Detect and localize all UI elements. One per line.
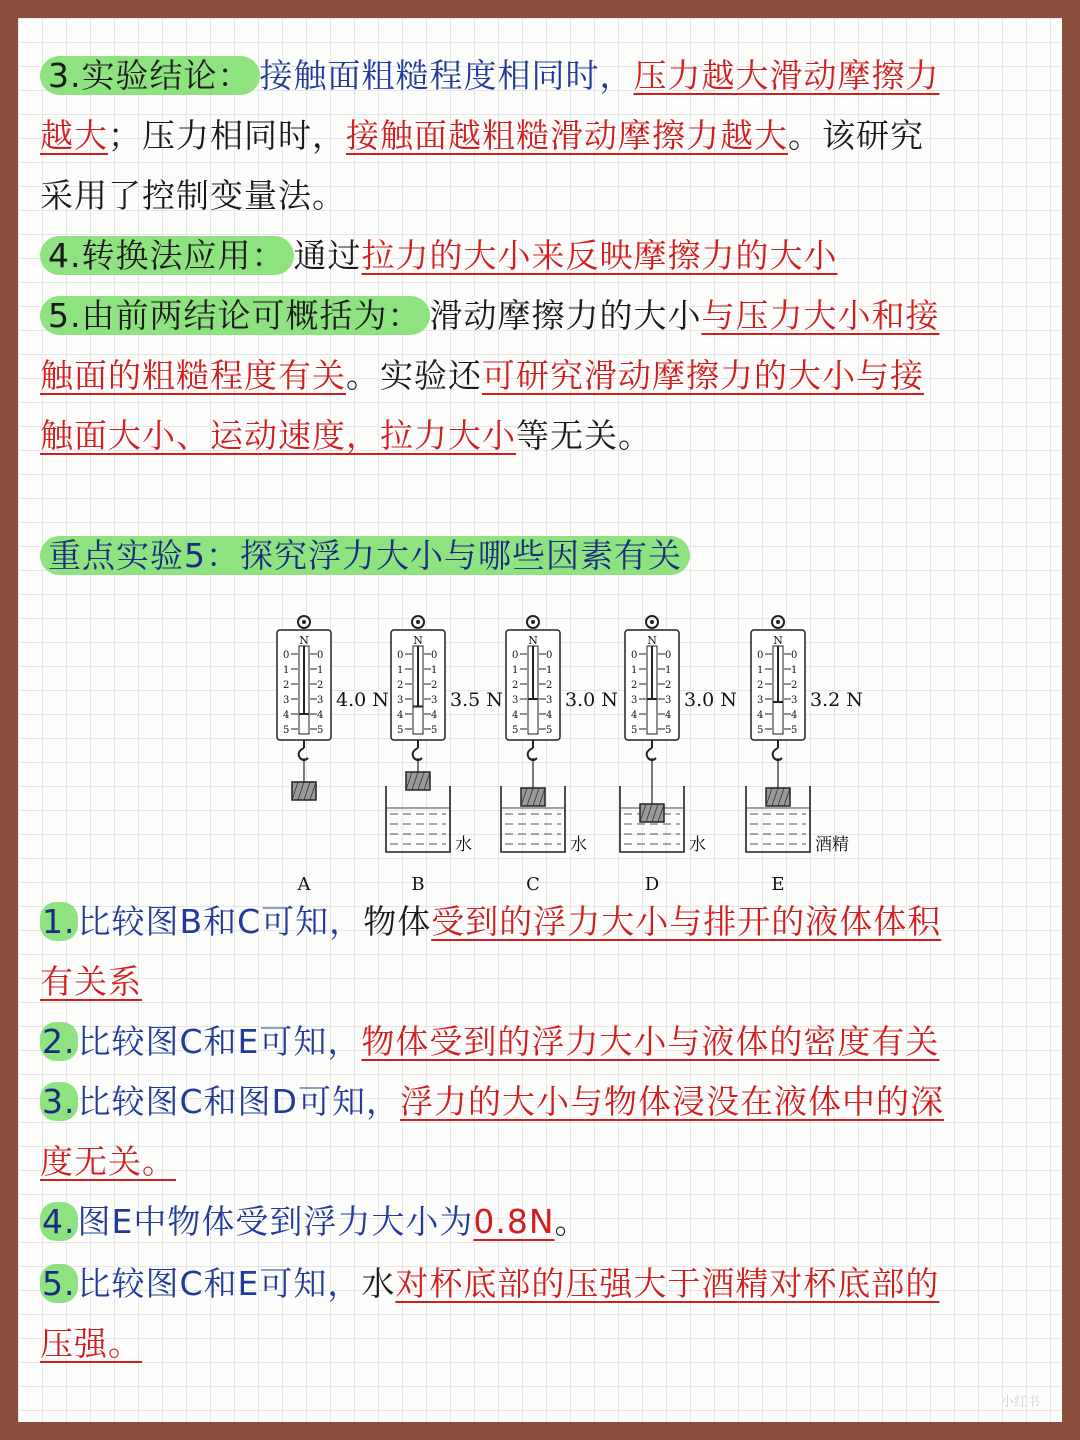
scale-mark-right: 5 <box>665 725 672 736</box>
scale-mark-left: 2 <box>512 680 519 691</box>
scale-mark-right: 2 <box>791 680 798 691</box>
answer-red: 拉力的大小来反映摩擦力的大小 <box>361 236 838 275</box>
item-number: 4. <box>42 1202 76 1241</box>
scale-mark-right: 0 <box>546 650 553 661</box>
ring-center <box>776 620 780 624</box>
scale-mark-left: 4 <box>512 710 519 721</box>
summary-line-2 <box>40 354 924 398</box>
text-black: 采用了控制变量法。 <box>40 176 346 215</box>
block <box>521 788 545 806</box>
scale-mark-right: 3 <box>431 695 438 706</box>
experiment-title: 重点实验5：探究浮力大小与哪些因素有关 <box>40 536 690 575</box>
scale-mark-left: 3 <box>397 695 404 706</box>
text-black: 。实验还 <box>346 356 482 395</box>
scale-mark-left: 2 <box>397 680 404 691</box>
scale-mark-right: 4 <box>546 710 553 721</box>
note-sheet <box>18 18 1062 1422</box>
scale-mark-right: 3 <box>665 695 672 706</box>
reading-label: 3.0 N <box>565 689 618 711</box>
text-blue: 比较图C和E可知， <box>77 1022 362 1061</box>
reading-label: 4.0 N <box>336 689 389 711</box>
liquid-label: 水 <box>455 835 472 855</box>
conversion-heading: 4.转换法应用： <box>40 236 294 275</box>
hook-icon <box>299 748 308 760</box>
answer-red: 物体受到的浮力大小与液体的密度有关 <box>361 1022 940 1061</box>
text-blue: 图E中物体受到浮力大小为 <box>77 1202 474 1241</box>
text-blue: 接触面粗糙程度相同时， <box>259 56 634 95</box>
text-black: 等无关。 <box>516 416 652 455</box>
scale-mark-right: 3 <box>546 695 553 706</box>
ring-center <box>302 620 306 624</box>
scale-mark-left: 1 <box>283 665 290 676</box>
answer-red: 浮力的大小与物体浸没在液体中的深 <box>399 1082 944 1121</box>
panel-label: B <box>411 874 425 895</box>
summary-heading: 5.由前两结论可概括为： <box>40 296 430 335</box>
beaker <box>386 786 450 852</box>
answer-red: 0.8N <box>473 1202 555 1241</box>
item-number: 2. <box>42 1022 76 1061</box>
scale-mark-right: 0 <box>431 650 438 661</box>
reading-label: 3.5 N <box>450 689 503 711</box>
answer-red: 触面大小、运动速度，拉力大小 <box>40 416 516 455</box>
answer-red: 可研究滑动摩擦力的大小与接 <box>482 356 924 395</box>
unit-mark: N <box>647 634 657 647</box>
text-black: 通过 <box>293 236 362 275</box>
scale-mark-right: 2 <box>546 680 553 691</box>
scale-mark-left: 4 <box>757 710 764 721</box>
finding-3 <box>40 1080 944 1124</box>
answer-red: 接触面越粗糙滑动摩擦力越大 <box>346 116 788 155</box>
scale-mark-right: 4 <box>665 710 672 721</box>
scale-mark-left: 0 <box>757 650 764 661</box>
scale-mark-left: 1 <box>512 665 519 676</box>
scale-panel <box>277 616 389 895</box>
item-number: 3. <box>42 1082 76 1121</box>
text-black: 。该研究 <box>788 116 924 155</box>
scale-mark-right: 1 <box>317 665 324 676</box>
unit-mark: N <box>299 634 309 647</box>
hook-icon <box>413 748 422 760</box>
answer-red: 对杯底部的压强大于酒精对杯底部的 <box>395 1264 940 1303</box>
figure-panels <box>277 616 863 895</box>
block <box>766 788 790 806</box>
scale-mark-left: 4 <box>283 710 290 721</box>
text-blue: 比较图C和图D可知， <box>77 1082 400 1121</box>
unit-mark: N <box>413 634 423 647</box>
liquid-label: 酒精 <box>815 835 849 855</box>
conclusion-line-1 <box>40 54 940 98</box>
answer-red: 受到的浮力大小与排开的液体体积 <box>431 902 942 941</box>
scale-mark-left: 5 <box>397 725 404 736</box>
answer-red: 与压力大小和接 <box>701 296 940 335</box>
finding-5-cont <box>40 1322 142 1366</box>
scale-mark-right: 2 <box>431 680 438 691</box>
text-blue: 比较图B和C可知， <box>77 902 364 941</box>
scale-mark-left: 5 <box>283 725 290 736</box>
scale-mark-right: 0 <box>791 650 798 661</box>
finding-5 <box>40 1262 939 1306</box>
panel-label: C <box>526 874 540 895</box>
conclusion-line-2 <box>40 114 924 158</box>
panel-label: D <box>644 874 660 895</box>
scale-mark-left: 0 <box>397 650 404 661</box>
unit-mark: N <box>773 634 783 647</box>
scale-mark-left: 1 <box>757 665 764 676</box>
ring-center <box>531 620 535 624</box>
text-black: 水 <box>361 1264 396 1303</box>
scale-mark-right: 2 <box>665 680 672 691</box>
scale-mark-right: 3 <box>317 695 324 706</box>
scale-mark-left: 4 <box>631 710 638 721</box>
scale-panel <box>386 616 503 895</box>
scale-mark-left: 2 <box>631 680 638 691</box>
scale-mark-left: 5 <box>512 725 519 736</box>
block <box>292 782 316 800</box>
scale-mark-right: 2 <box>317 680 324 691</box>
ring-center <box>416 620 420 624</box>
scale-mark-right: 4 <box>317 710 324 721</box>
scale-mark-left: 3 <box>283 695 290 706</box>
panel-label: E <box>771 874 785 895</box>
scale-mark-left: 0 <box>631 650 638 661</box>
scale-mark-left: 1 <box>397 665 404 676</box>
finding-1 <box>40 900 941 944</box>
answer-red: 度无关。 <box>40 1142 176 1181</box>
scale-mark-right: 4 <box>431 710 438 721</box>
reading-label: 3.2 N <box>810 689 863 711</box>
scale-mark-right: 5 <box>431 725 438 736</box>
scale-mark-left: 0 <box>283 650 290 661</box>
scale-mark-left: 3 <box>631 695 638 706</box>
scale-mark-right: 0 <box>665 650 672 661</box>
hook-icon <box>647 748 656 760</box>
scale-mark-left: 0 <box>512 650 519 661</box>
scale-panel <box>501 616 618 895</box>
scale-mark-left: 4 <box>397 710 404 721</box>
scale-mark-right: 4 <box>791 710 798 721</box>
block <box>406 772 430 790</box>
item-number: 1. <box>42 902 76 941</box>
experiment-title-line <box>40 534 690 578</box>
spring-scale-figure <box>256 594 866 895</box>
hook-icon <box>528 748 537 760</box>
text-black: 滑动摩擦力的大小 <box>429 296 702 335</box>
scale-mark-right: 0 <box>317 650 324 661</box>
answer-red: 有关系 <box>40 962 142 1001</box>
text-blue: 比较图C和E可知， <box>77 1264 362 1303</box>
scale-mark-right: 5 <box>546 725 553 736</box>
answer-red: 越大 <box>40 116 108 155</box>
scale-mark-left: 2 <box>757 680 764 691</box>
text-black: 物体 <box>363 902 432 941</box>
scale-mark-left: 1 <box>631 665 638 676</box>
summary-line-1 <box>40 294 940 338</box>
scale-mark-right: 1 <box>665 665 672 676</box>
conversion-line <box>40 234 838 278</box>
watermark: 小红书 <box>1000 1395 1040 1410</box>
ring-center <box>650 620 654 624</box>
reading-label: 3.0 N <box>684 689 737 711</box>
scale-mark-right: 5 <box>317 725 324 736</box>
finding-4 <box>40 1200 589 1244</box>
liquid-label: 水 <box>570 835 587 855</box>
scale-mark-left: 5 <box>757 725 764 736</box>
finding-3-cont <box>40 1140 176 1184</box>
scale-panel <box>746 616 863 895</box>
block <box>640 804 664 822</box>
answer-red: 压力越大滑动摩擦力 <box>633 56 940 95</box>
scale-mark-right: 1 <box>791 665 798 676</box>
text-black: ；压力相同时， <box>108 116 346 155</box>
summary-line-3 <box>40 414 652 458</box>
scale-panel <box>620 616 737 895</box>
scale-mark-left: 5 <box>631 725 638 736</box>
scale-mark-left: 3 <box>757 695 764 706</box>
scale-mark-right: 5 <box>791 725 798 736</box>
conclusion-line-3 <box>40 174 346 218</box>
answer-red: 压强。 <box>40 1324 142 1363</box>
scale-mark-left: 3 <box>512 695 519 706</box>
scale-mark-right: 1 <box>546 665 553 676</box>
unit-mark: N <box>528 634 538 647</box>
conclusion-heading: 3.实验结论： <box>40 56 260 95</box>
finding-1-cont <box>40 960 142 1004</box>
item-number: 5. <box>42 1264 76 1303</box>
answer-red: 触面的粗糙程度有关 <box>40 356 346 395</box>
hook-icon <box>773 748 782 760</box>
text-black: 。 <box>554 1202 589 1241</box>
liquid-label: 水 <box>689 835 706 855</box>
scale-mark-right: 1 <box>431 665 438 676</box>
scale-mark-left: 2 <box>283 680 290 691</box>
finding-2 <box>40 1020 939 1064</box>
scale-mark-right: 3 <box>791 695 798 706</box>
panel-label: A <box>297 874 311 895</box>
